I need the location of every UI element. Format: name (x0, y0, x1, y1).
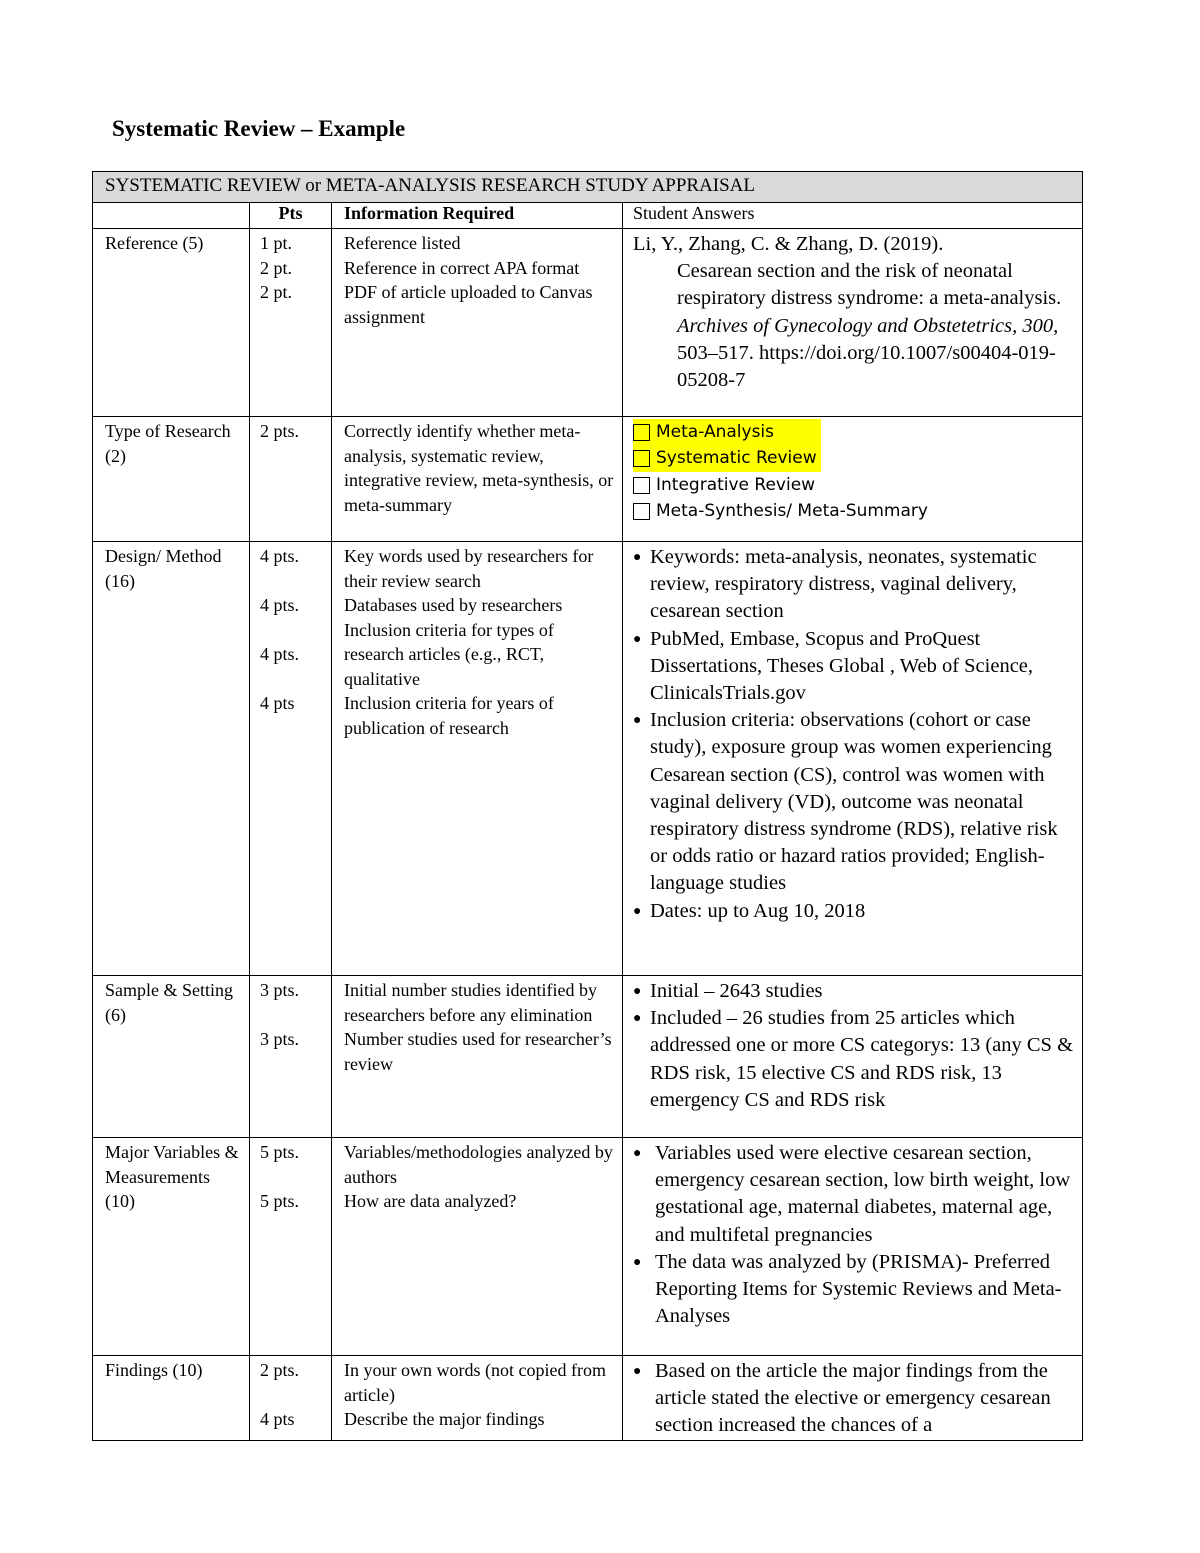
pts-value: 2 pt. (260, 282, 293, 302)
answer-design (623, 542, 1083, 976)
option-label: Systematic Review (656, 448, 817, 469)
header-info: Information Required (332, 203, 623, 229)
reference-doi: https://doi.org/10.1007/s00404-019-05208-7 (677, 341, 1056, 392)
pts-value: 2 pts. (260, 1360, 300, 1380)
header-pts: Pts (250, 203, 332, 229)
answer-sample (623, 976, 1083, 1138)
list-item: ● Inclusion criteria: observations (cohort or case study), exposure group was women experiencing Cesarean section (CS), control was women with vaginal delivery (VD), outcome was neonatal respiratory distress syndrome (RDS), relative risk or odds ratio or hazard ratios provided; English-language studies (633, 709, 1058, 895)
info-reference (332, 229, 623, 417)
reference-pages: 503–517. (677, 341, 754, 364)
info-text: In your own words (not copied from article) Describe the major findings (344, 1360, 606, 1429)
pts-findings (250, 1356, 332, 1441)
bullet-icon: ● (633, 1364, 642, 1379)
info-sample (332, 976, 623, 1138)
page-title: Systematic Review – Example (112, 116, 406, 141)
list-item: ● Initial – 2643 studies (633, 978, 1074, 1005)
bullet-icon: ● (633, 984, 642, 999)
pts-value: 4 pts. (260, 546, 300, 566)
answer-variables (623, 1138, 1083, 1356)
pts-type: 2 pts. (250, 417, 332, 542)
pts-value: 4 pts (260, 693, 295, 713)
checkbox-icon[interactable] (633, 450, 650, 467)
banner-row (93, 172, 1083, 203)
list-item: ● Dates: up to Aug 10, 2018 (633, 898, 1074, 925)
row-reference (93, 229, 1083, 417)
list-item: ● The data was analyzed by (PRISMA)- Preferred Reporting Items for Systemic Reviews and Meta- Analyses (633, 1250, 1062, 1328)
info-text: Initial number studies identified by researchers before any elimination Number studies used for researcher’s review (344, 980, 612, 1074)
sample-answer-list (633, 978, 1074, 1114)
answer-findings (623, 1356, 1083, 1441)
pts-value: 5 pts. (260, 1191, 300, 1211)
reference-journal: Archives of Gynecology and Obstetetrics, 300, (677, 314, 1059, 337)
info-text: Variables/methodologies analyzed by authors How are data analyzed? (344, 1142, 613, 1211)
category-type: Type of Research (2) (93, 417, 250, 542)
option-label: Meta-Analysis (656, 421, 775, 442)
list-item: ● PubMed, Embase, Scopus and ProQuest Dissertations, Theses Global , Web of Science, ClinicalsTrials.gov (633, 627, 1034, 705)
list-item: ● Variables used were elective cesarean section, emergency cesarean section, low birth weight, low gestational age, maternal diabetes, maternal age, and multifetal pregnancies (633, 1142, 1071, 1246)
option-meta-analysis[interactable] (633, 419, 821, 446)
pts-value: 1 pt. (260, 233, 293, 253)
checkbox-icon[interactable] (633, 424, 650, 441)
info-text: Reference listed Reference in correct APA format PDF of article uploaded to Canvas assignment (344, 233, 593, 327)
variables-answer-list (633, 1140, 1074, 1330)
option-meta-synthesis[interactable] (633, 499, 1074, 526)
option-systematic-review[interactable] (633, 446, 821, 473)
category-design: Design/ Method (16) (93, 542, 250, 976)
pts-variables (250, 1138, 332, 1356)
pts-value: 5 pts. (260, 1142, 300, 1162)
appraisal-table (92, 171, 1083, 1441)
pts-value: 4 pts. (260, 644, 300, 664)
bullet-icon: ● (633, 903, 642, 919)
pts-sample (250, 976, 332, 1138)
info-variables (332, 1138, 623, 1356)
reference-title: Cesarean section and the risk of neonatal respiratory distress syndrome: a meta-analysis. (677, 260, 1062, 310)
option-label: Integrative Review (656, 474, 816, 495)
category-findings: Findings (10) (93, 1356, 250, 1441)
answer-type (623, 417, 1083, 542)
row-type (93, 417, 1083, 542)
category-sample: Sample & Setting (6) (93, 976, 250, 1138)
checkbox-icon[interactable] (633, 503, 650, 520)
findings-answer-list (633, 1358, 1074, 1440)
reference-body (633, 258, 1074, 394)
list-item: ● Based on the article the major findings from the article stated the elective or emergency cesarean section increased the chances of a (633, 1360, 1051, 1437)
list-item: ● Keywords: meta-analysis, neonates, systematic review, respiratory distress, vaginal delivery, cesarean section (633, 546, 1037, 623)
header-answers: Student Answers (623, 203, 1083, 229)
info-design (332, 542, 623, 976)
row-findings (93, 1356, 1083, 1441)
option-integrative-review[interactable] (633, 472, 1074, 499)
bullet-icon: ● (633, 713, 642, 729)
row-variables (93, 1138, 1083, 1356)
header-row (93, 203, 1083, 229)
bullet-icon: ● (633, 631, 642, 647)
pts-value: 4 pts. (260, 595, 300, 615)
pts-value: 3 pts. (260, 980, 300, 1000)
info-text: Key words used by researchers for their review search Databases used by researchers Inclusion criteria for types of research articles (e.g., RCT, qualitative Inclusion criteria for years of publication of research (344, 546, 594, 738)
bullet-icon: ● (633, 1011, 642, 1027)
list-item: ● Included – 26 studies from 25 articles which addressed one or more CS categorys: 13 (any CS & RDS risk, 15 elective CS and RDS risk, 13 emergency CS and RDS risk (633, 1007, 1074, 1111)
checkbox-icon[interactable] (633, 477, 650, 494)
table-banner: SYSTEMATIC REVIEW or META-ANALYSIS RESEARCH STUDY APPRAISAL (93, 172, 1083, 203)
pts-value: 2 pt. (260, 257, 293, 278)
info-findings (332, 1356, 623, 1441)
option-label: Meta-Synthesis/ Meta-Summary (656, 501, 928, 522)
design-answer-list (633, 544, 1074, 925)
bullet-icon: ● (633, 1146, 642, 1161)
bullet-icon: ● (633, 550, 642, 565)
category-variables: Major Variables & Measurements (10) (93, 1138, 250, 1356)
pts-design (250, 542, 332, 976)
pts-value: 4 pts (260, 1409, 295, 1429)
row-design (93, 542, 1083, 976)
pts-value: 3 pts. (260, 1029, 300, 1049)
header-empty (93, 203, 250, 229)
reference-authors: Li, Y., Zhang, C. & Zhang, D. (2019). (633, 233, 944, 255)
info-type: Correctly identify whether meta-analysis, systematic review, integrative review, meta-synthesis, or meta-summary (332, 417, 623, 542)
row-sample (93, 976, 1083, 1138)
pts-reference (250, 229, 332, 417)
bullet-icon: ● (633, 1254, 642, 1270)
answer-reference (623, 229, 1083, 417)
research-type-options (633, 419, 1074, 525)
category-reference: Reference (5) (93, 229, 250, 417)
